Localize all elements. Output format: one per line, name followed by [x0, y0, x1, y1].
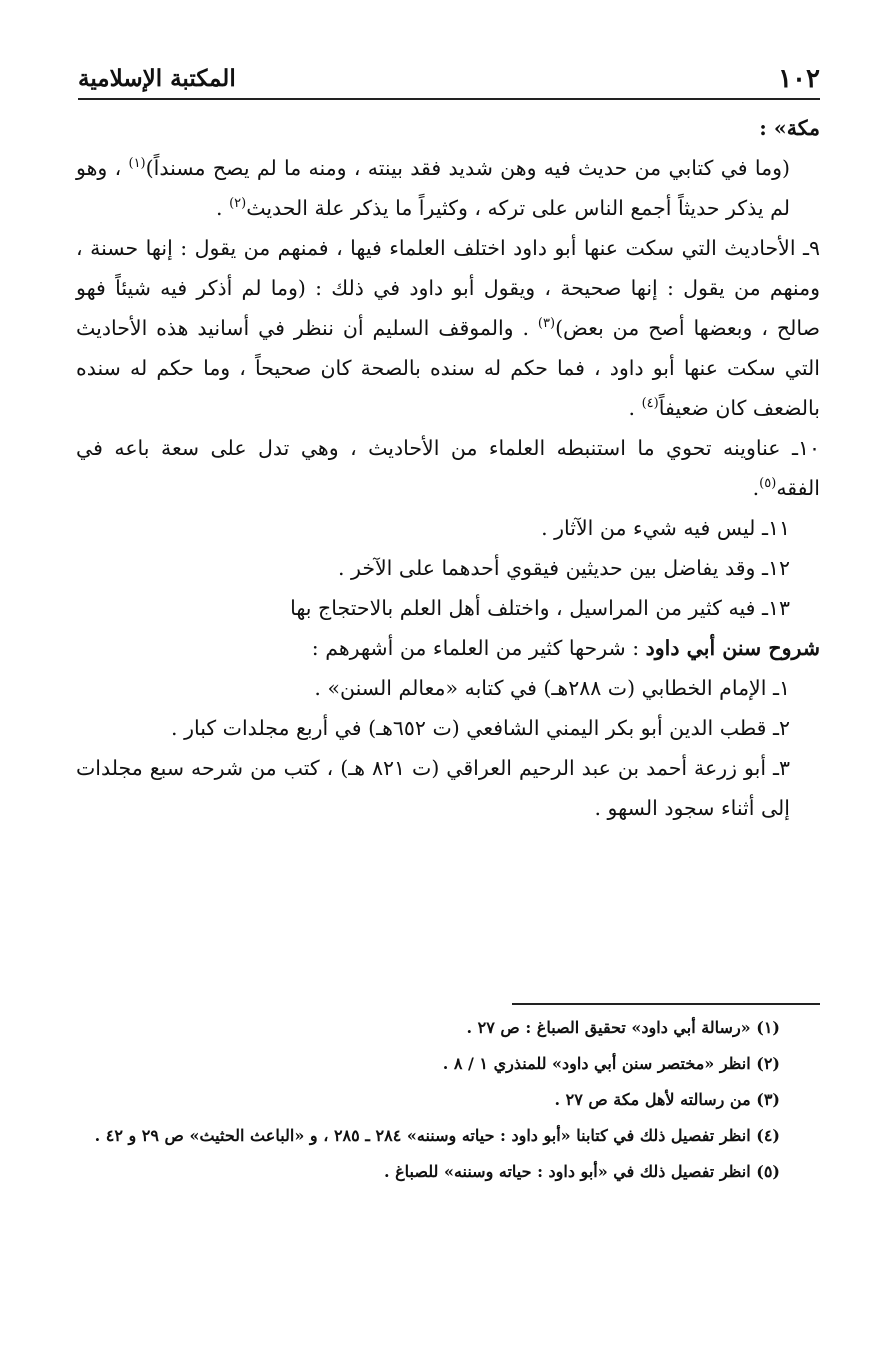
paragraph-quote: [76, 148, 820, 228]
footnote-2: (٢) انظر «مختصر سنن أبي داود» للمنذري ١ / ٨ .: [442, 1054, 780, 1073]
commentaries-intro: : شرحها كثير من العلماء من أشهرهم :: [311, 636, 646, 660]
item-9-text-continued: . والموقف السليم أن ننظر في أسانيد هذه الأحاديث التي سكت عنها أبو داود ، فما حكم له سنده بالصحة كان صحيحاً ، وما حكم له سنده بالضعف كان ضعيفاً: [76, 316, 820, 420]
list-item-10: [76, 428, 820, 508]
list-item-13: ١٣ـ فيه كثير من المراسيل ، واختلف أهل العلم بالاحتجاج بها: [290, 596, 790, 620]
footnote-4: (٤) انظر تفصيل ذلك في كتابنا «أبو داود : حياته وسننه» ٢٨٤ ـ ٢٨٥ ، و «الباعث الحثيث» ص ٢٩ و ٤٢ .: [94, 1126, 780, 1145]
footnote-1: (١) «رسالة أبي داود» تحقيق الصباغ : ص ٢٧ .: [466, 1018, 780, 1037]
running-title: المكتبة الإسلامية: [78, 65, 236, 92]
footnote-ref-1[interactable]: (١): [128, 156, 146, 172]
main-text: [76, 108, 820, 828]
list-item-12: ١٢ـ وقد يفاضل بين حديثين فيقوي أحدهما على الآخر .: [337, 556, 790, 580]
list-item-9: [76, 228, 820, 428]
item-9-text: ٩ـ الأحاديث التي سكت عنها أبو داود اختلف العلماء فيها ، فمنهم من يقول : إنها حسنة ، ومنهم من يقول : إنها صحيحة ، ويقول أبو داود في ذلك : (وما لم أذكر فيه شيئاً فهو صالح ، وبعضها أصح من بعض): [76, 236, 820, 340]
list-item-11: ١١ـ ليس فيه شيء من الآثار .: [541, 516, 790, 540]
commentary-item-1: ١ـ الإمام الخطابي (ت ٢٨٨هـ) في كتابه «معالم السنن» .: [314, 676, 790, 700]
footnote-ref-3[interactable]: (٣): [537, 316, 556, 332]
footnote-3: (٣) من رسالته لأهل مكة ص ٢٧ .: [554, 1090, 780, 1109]
quote-text-continued: ، وهو لم يذكر حديثاً أجمع الناس على تركه ، وكثيراً ما يذكر علة الحديث: [76, 156, 790, 220]
item-9-end: .: [628, 396, 642, 420]
commentary-item-3: ٣ـ أبو زرعة أحمد بن عبد الرحيم العراقي (ت ٨٢١ هـ) ، كتب من شرحه سبع مجلدات إلى أثناء سجود السهو .: [76, 756, 790, 820]
page-number: ١٠٢: [778, 64, 820, 94]
item-10-text: ١٠ـ عناوينه تحوي ما استنبطه العلماء من الأحاديث ، وهي تدل على سعة باعه في الفقه: [76, 436, 820, 500]
footnote-divider: [512, 1003, 820, 1005]
page-header: [78, 58, 820, 100]
commentaries-heading: شروح سنن أبي داود: [645, 636, 820, 660]
footnote-5: (٥) انظر تفصيل ذلك في «أبو داود : حياته وسننه» للصباغ .: [383, 1162, 780, 1181]
footnote-ref-5[interactable]: (٥): [759, 476, 777, 492]
footnotes: [76, 1010, 820, 1190]
commentary-item-2: ٢ـ قطب الدين أبو بكر اليمني الشافعي (ت ٦٥٢هـ) في أربع مجلدات كبار .: [171, 716, 790, 740]
quote-end: .: [216, 196, 230, 220]
footnote-ref-2[interactable]: (٢): [229, 196, 247, 212]
item-10-end: .: [752, 476, 760, 500]
commentaries-line: [76, 628, 820, 668]
footnote-ref-4[interactable]: (٤): [641, 396, 659, 412]
paragraph-makka: مكة» :: [759, 116, 820, 140]
quote-text: (وما في كتابي من حديث فيه وهن شديد فقد بينته ، ومنه ما لم يصح مسنداً): [145, 156, 790, 180]
